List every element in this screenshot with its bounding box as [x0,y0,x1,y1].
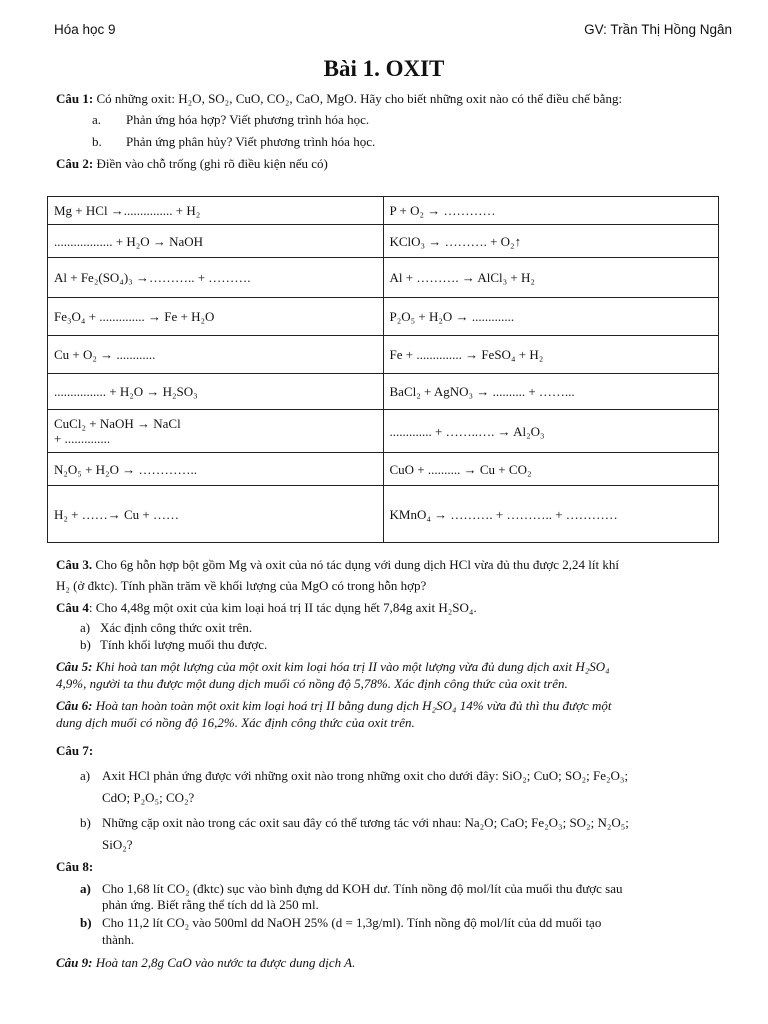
teacher-header: GV: Trần Thị Hồng Ngân [584,22,732,37]
equation-cell: Cu + O₂ → ............ [48,336,384,374]
question-2 [56,155,732,172]
item-marker: a. [92,112,102,127]
item-text: Tính khối lượng muối thu được. [100,637,268,652]
question-2-label: Câu 2: [56,156,94,171]
question-8-item-b-cont: thành. [102,932,135,947]
table-row [48,197,719,225]
equation-cell: Mg + HCl →............... + H₂ [48,197,384,225]
question-2-text: Điền vào chỗ trống (ghi rõ điều kiện nếu có) [96,156,328,171]
equation-cell: Al + Fe₂(SO₄)₃ →……….. + ………. [48,258,384,298]
table-row [48,486,719,543]
question-4-text: : Cho 4,48g một oxit của kim loại hoá trị II tác dụng hết 7,84g axit H₂SO₄. [88,600,477,615]
question-4 [56,599,732,616]
question-1-text: Có những oxit: H₂O, SO₂, CuO, CO₂, CaO, MgO. Hãy cho biết những oxit nào có thể điều chế bằng: [96,91,623,106]
question-3-text: Cho 6g hỗn hợp bột gồm Mg và oxit của nó tác dụng với dung dịch HCl vừa đủ thu được 2,24 lít khí [95,557,619,572]
question-9-text: Hoà tan 2,8g CaO vào nước ta được dung dịch A. [95,955,356,970]
question-9-label: Câu 9: [56,955,93,970]
equation-cell: BaCl₂ + AgNO₃ → .......... + ……... [383,374,719,410]
equation-cell: ............. + ……..…. → Al₂O₃ [383,410,719,453]
equation-cell: Fe₃O₄ + .............. → Fe + H₂O [48,298,384,336]
question-1 [56,90,732,107]
table-row [48,258,719,298]
question-8-label: Câu 8: [56,859,94,874]
question-5-label: Câu 5: [56,659,93,674]
equation-cell: P + O₂ → ………… [383,197,719,225]
item-text: Xác định công thức oxit trên. [100,620,253,635]
table-row [48,374,719,410]
subject-header: Hóa học 9 [54,22,116,37]
item-text: Phản ứng phân hủy? Viết phương trình hóa học. [126,134,376,149]
table-row [48,336,719,374]
equation-cell: Fe + .............. → FeSO₄ + H₂ [383,336,719,374]
item-text: Axit HCl phản ứng được với những oxit nào trong những oxit cho dưới đây: SiO₂; CuO; SO₂; Fe₂O₃; [102,768,629,783]
table-row [48,453,719,486]
item-text: Những cặp oxit nào trong các oxit sau đây có thể tương tác với nhau: Na₂O; CaO; Fe₂O₃; SO₂; N₂O₅; [102,815,629,830]
question-6 [56,697,732,714]
question-8-item-a-cont: phản ứng. Biết rằng thể tích dd là 250 ml. [102,897,319,912]
item-marker: a) [80,620,91,635]
question-7-item-b-cont: SiO₂? [102,837,133,852]
question-4-label: Câu 4 [56,600,89,615]
question-5-text: Khi hoà tan một lượng của một oxit kim loại hóa trị II vào một lượng vừa đủ dung dịch axit H₂SO₄ [95,659,610,674]
item-marker: b) [80,915,92,930]
equation-cell: N₂O₅ + H₂O → ………….. [48,453,384,486]
item-marker: b) [80,815,91,830]
question-1-label: Câu 1: [56,91,94,106]
item-marker: a) [80,881,91,896]
item-text: Cho 1,68 lít CO₂ (đktc) sục vào bình đựng dd KOH dư. Tính nồng độ mol/lít của muối thu được sau [102,881,623,896]
equation-cell: CuO + .......... → Cu + CO₂ [383,453,719,486]
equation-table [47,196,719,543]
question-6-text: Hoà tan hoàn toàn một oxit kim loại hoá trị II bằng dung dịch H₂SO₄ 14% vừa đủ thì thu được một [95,698,612,713]
equation-cell: H₂ + ……→ Cu + …… [48,486,384,543]
question-5-cont: 4,9%, người ta thu được một dung dịch muối có nồng độ 5,78%. Xác định công thức của oxit trên. [56,676,568,691]
question-5 [56,658,732,675]
question-3-label: Câu 3. [56,557,93,572]
question-9 [56,954,732,971]
question-7-label: Câu 7: [56,743,94,758]
item-marker: a) [80,768,91,783]
equation-cell: ................ + H₂O → H₂SO₃ [48,374,384,410]
page-title: Bài 1. OXIT [323,56,445,81]
equation-cell: CuCl₂ + NaOH → NaCl + .............. [48,410,384,453]
table-row [48,298,719,336]
question-7-item-a-cont: CdO; P₂O₅; CO₂? [102,790,195,805]
equation-cell: Al + ………. → AlCl₃ + H₂ [383,258,719,298]
item-text: Phản ứng hóa hợp? Viết phương trình hóa học. [126,112,370,127]
item-text: Cho 11,2 lít CO₂ vào 500ml dd NaOH 25% (d = 1,3g/ml). Tính nồng độ mol/lít của dd muối tạo [102,915,602,930]
table-row [48,225,719,258]
item-marker: b. [92,134,102,149]
equation-cell: .................. + H₂O → NaOH [48,225,384,258]
equation-cell: P₂O₅ + H₂O → ............. [383,298,719,336]
equation-cell: KMnO₄ → ………. + ……….. + ………… [383,486,719,543]
question-6-label: Câu 6: [56,698,93,713]
question-3 [56,556,732,573]
question-6-cont: dung dịch muối có nồng độ 16,2%. Xác định công thức của oxit trên. [56,715,415,730]
table-row [48,410,719,453]
question-3-cont: H₂ (ở đktc). Tính phần trăm về khối lượng của MgO có trong hỗn hợp? [56,578,427,593]
equation-cell: KClO₃ → ………. + O₂↑ [383,225,719,258]
item-marker: b) [80,637,91,652]
